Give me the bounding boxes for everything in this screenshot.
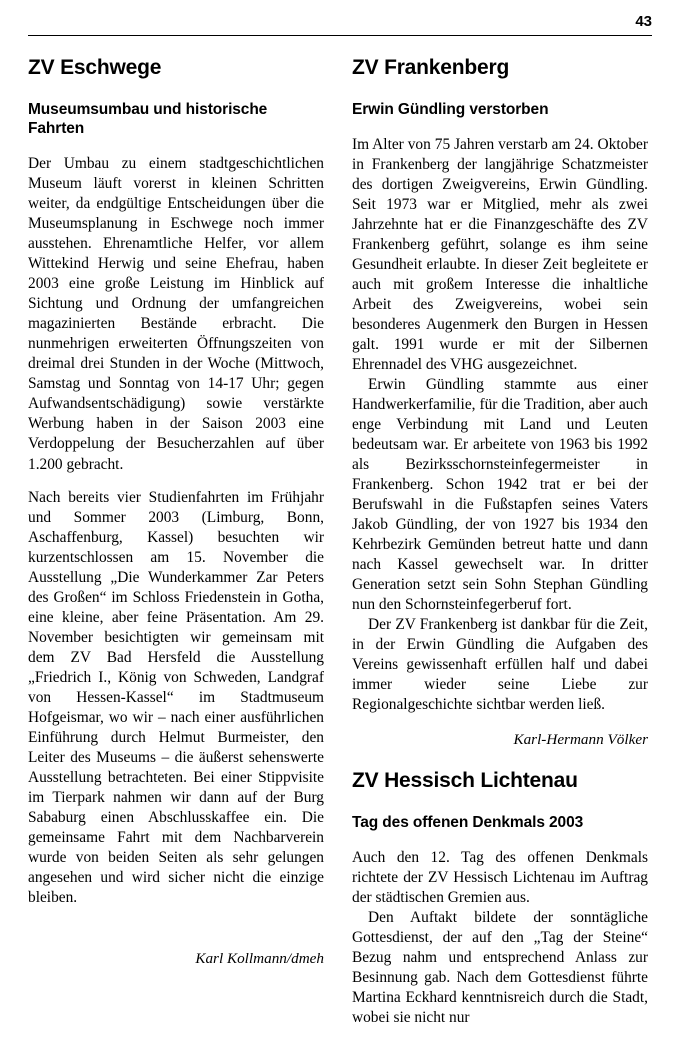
paragraph: Der ZV Frankenberg ist dankbar für die Zeit, in der Erwin Gündling die Aufgaben des Vereins gewissenhaft erfüllen half und dabei immer wieder seine Liebe zur Regionalgeschichte sichtbar werden ließ. <box>352 616 648 714</box>
subheading-erwin-guendling: Erwin Gündling verstorben <box>352 100 549 118</box>
paragraph: Nach bereits vier Studienfahrten im Frühjahr und Sommer 2003 (Limburg, Bonn, Aschaffenburg, Kassel) besuchten wir kurzentschlossen am 15. November die Ausstellung „Die Wunderkammer Zar Peters des Großen“ im Schloss Friedenstein in Gotha, eine kleine, aber feine Präsentation. Am 29. November besichtigten wir gemeinsam mit dem ZV Bad Hersfeld die Ausstellung „Friedrich I., König von Schweden, Landgraf von Hessen-Kassel“ im Stadtmuseum Hofgeismar, wo wir – nach einer ausführlichen Einführung durch Helmut Burmeister, den Leiter des Museums – die äußerst sehenswerte Ausstellung betrachteten. Bei einer Stippvisite im Tierpark nahmen wir dann auf der Burg Sababurg einen Abschlusskaffee ein. Die gemeinsame Fahrt mit dem Nachbarverein wurde von beiden Seiten als sehr gelungen angesehen und wird sicher nicht die einzige bleiben. <box>28 488 324 906</box>
paragraph-gap <box>28 475 324 488</box>
header-divider <box>28 35 652 36</box>
left-column <box>28 56 324 968</box>
section-gap <box>352 749 648 769</box>
section-title-hessisch-lichtenau: ZV Hessisch Lichtenau <box>352 769 578 793</box>
paragraph: Im Alter von 75 Jahren verstarb am 24. Oktober in Frankenberg der langjährige Schatzmeister des dortigen Zweigvereins, Erwin Gündling. Seit 1973 war er Mitglied, mehr als zwei Jahrzehnte hat er die Finanzgeschäfte des ZV Frankenberg geführt, solange es ihm seine Gesundheit erlaubte. In dieser Zeit begleitete er auch mit großem Interesse die inhaltliche Arbeit des Zweigvereins, wobei sein besonderes Augenmerk den Burgen in Hessen galt. 1991 wurde er mit der Silbernen Ehrennadel des VHG ausgezeichnet. <box>352 135 648 374</box>
section-title-frankenberg: ZV Frankenberg <box>352 56 510 79</box>
two-column-layout <box>28 56 652 1028</box>
paragraph: Erwin Gündling stammte aus einer Handwerkerfamilie, für die Tradition, aber auch enge Verbindung mit Land und Leuten bedeutsam war. Er arbeitete von 1963 bis 1992 als Bezirksschornsteinfegermeister in Frankenberg. Schon 1942 trat er bei der Berufswahl in die Fußstapfen seines Vaters Jakob Gündling, der von 1927 bis 1934 den Kehrbezirk Gemünden betreut hatte und dann nach Kassel gewechselt war. In dritter Generation setzt sein Sohn Stephan Gündling nun den Schornsteinfegerberuf fort. <box>352 376 648 614</box>
subheading-tag-des-offenen-denkmals: Tag des offenen Denkmals 2003 <box>352 813 584 831</box>
paragraph: Den Auftakt bildete der sonntägliche Gottesdienst, der auf den „Tag der Steine“ Bezug nahm und entsprechend Anlass zur Besinnung gab. Nach dem Gottesdienst führte Martina Eckhard kenntnisreich durch die Stadt, wobei sie nicht nur <box>352 909 648 1027</box>
paragraph: Auch den 12. Tag des offenen Denkmals richtete der ZV Hessisch Lichtenau im Auftrag der städtischen Gremien aus. <box>352 849 648 907</box>
page-number: 43 <box>635 13 652 30</box>
paragraph: Der Umbau zu einem stadtgeschichtlichen Museum läuft vorerst in kleinen Schritten weiter, da endgültige Entscheidungen über die Museumsplanung in Eschwege noch immer ausstehen. Ehrenamtliche Helfer, vor allem Wittekind Herwig und seine Ehefrau, haben 2003 eine große Leistung im Hinblick auf Sichtung und Ordnung der umfangreichen magazinierten Bestände erbracht. Die nunmehrigen erweiterten Öffnungszeiten von dreimal drei Stunden in der Woche (Mittwoch, Samstag und Sonntag von 14-17 Uhr; gegen Aufwandsentschädigung) sowie verstärkte Werbung haben in der Saison 2003 eine Verdoppelung der Besucherzahlen auf über 1.200 gebracht. <box>28 155 324 473</box>
section-title-eschwege: ZV Eschwege <box>28 56 162 79</box>
right-column <box>352 56 648 1028</box>
subheading-museumsumbau: Museumsumbau und historische Fahrten <box>28 100 268 137</box>
author-signature: Karl-Hermann Völker <box>513 731 648 749</box>
author-signature: Karl Kollmann/dmeh <box>195 949 324 967</box>
